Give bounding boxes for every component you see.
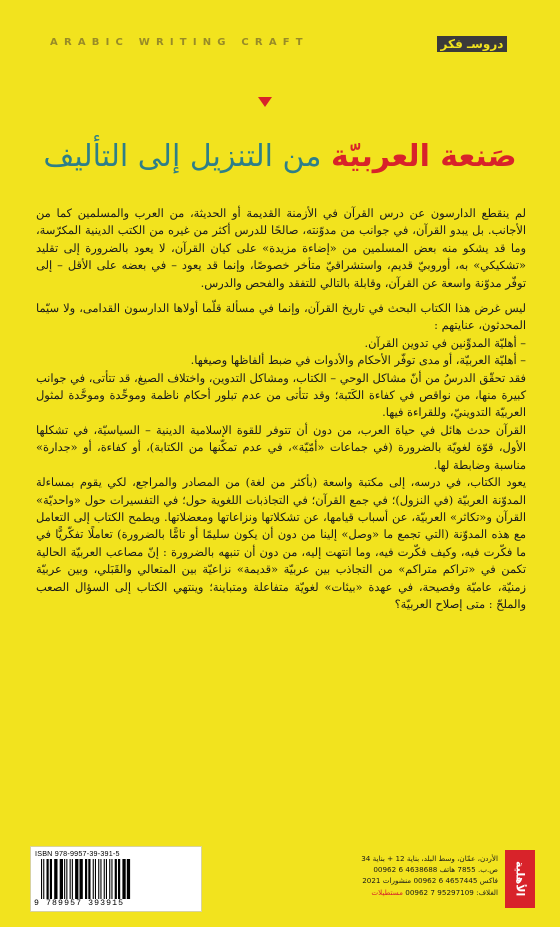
book-title-sub: من التنزيل إلى التأليف xyxy=(43,139,331,174)
publisher-logo-text: الأهلية xyxy=(513,861,527,897)
barcode-bar xyxy=(122,859,125,899)
barcode-bar xyxy=(98,859,99,899)
barcode-bar xyxy=(104,859,105,899)
blurb-paragraph: لم ينقطع الدارسون عن درس القرآن في الأزمنة القديمة أو الحديثة، من العرب والمسلمين كما من الأجانب. بل يبدو القرآن، في جوانب من مدوّنته، صالحًا للدرس أكثر من غيره من الكتب الدينية المكرّسة، وما قد يشكو منه بعض المسلمين من «إضاءة مزيدة» على كيان القرآن، لا يعود بالضرورة إلى تقليد «تشكيكي» به، أوروبيّ قديم، واستشراقيّ متأخر خصوصًا، وإنما قد يعود – في بعضه على الأقل – إلى توفّر مدوّنة واسعة عن القرآن، وقابلة بالتالي للتفقد والفحص والدرس. xyxy=(36,206,526,290)
book-title xyxy=(40,137,520,177)
barcode-bar xyxy=(60,859,63,899)
blurb-paragraph: القرآن حدث هائل في حياة العرب، من دون أن تتوفر للقوة الإسلامية الدينية – السياسيّة، في تشكلها الأول، قوّة لغويّة بالضرورة (في جماعات «أمّيّة»، في عدم تمكّنها من الكتابة)، أو كفاءة، أو «جدارة» مناسبة وضابطة لها. xyxy=(36,422,526,472)
barcode-bar xyxy=(75,859,78,899)
barcode-bar xyxy=(111,859,112,899)
blurb-paragraph: – أهليّة العربيّة، أو مدى توفّر الأحكام والأدوات في ضبط ألفاظها وصيغها. xyxy=(190,353,526,368)
publisher-address xyxy=(268,853,498,898)
barcode-bar xyxy=(47,859,49,899)
blurb-paragraph: فقد تحقّق الدرسُ من أنّ مشاكل الوحي – الكتاب، ومشاكل التدوين، واختلاف الصيغ، قد تتأتى، في جوانب كبيرة منها، من نواقص في كفاءة الكَتَبة؛ وقد تتأتى من عدم تبلور أحكام ناظمة وموحِّدة وموحَّدة لمثول العربيّة التدوينيّ، وللقراءة فيها. xyxy=(36,370,526,420)
back-cover-blurb xyxy=(36,205,526,613)
barcode-bar xyxy=(100,859,101,899)
address-line: فاكس 4657445 6 00962 منشورات 2021 xyxy=(362,876,498,886)
barcode-bar xyxy=(70,859,71,899)
barcode-bar xyxy=(43,859,44,899)
barcode-bar xyxy=(50,859,52,899)
barcode-bar xyxy=(41,859,42,899)
barcode-bar xyxy=(95,859,96,899)
barcode-bar xyxy=(72,859,73,899)
publisher-series-logo-text: دروسـ فكر xyxy=(437,36,508,52)
address-line: ص.ب. 7855 هاتف 4638688 6 00962 xyxy=(373,865,498,875)
barcode-bar xyxy=(80,859,83,899)
barcode-bar xyxy=(115,859,117,899)
barcode-bars xyxy=(39,859,193,899)
barcode-bar xyxy=(64,859,65,899)
series-label: ARABIC WRITING CRAFT xyxy=(50,37,309,48)
isbn-label: ISBN 978-9957-39-391-5 xyxy=(35,849,120,858)
barcode-bar xyxy=(109,859,110,899)
cover-credit: مستطيلات xyxy=(371,887,403,897)
barcode-bar xyxy=(88,859,90,899)
barcode-bar xyxy=(66,859,67,899)
address-line: الغلاف: 95297109 7 00962 مستطيلات xyxy=(371,887,498,897)
barcode-bar xyxy=(85,859,87,899)
blurb-paragraph: – أهليّة المدوِّنين في تدوين القرآن. xyxy=(364,335,526,350)
barcode-bar xyxy=(106,859,107,899)
red-down-triangle-icon xyxy=(258,97,272,107)
barcode-bar xyxy=(54,859,57,899)
barcode-bar xyxy=(93,859,94,899)
book-title-main: صَنعة العربيّة xyxy=(331,139,517,174)
barcode-bar xyxy=(127,859,130,899)
isbn-barcode xyxy=(30,846,202,912)
barcode-bar xyxy=(118,859,120,899)
blurb-paragraph: ليس غرض هذا الكتاب البحث في تاريخ القرآن، وإنما في مسألة قلّما أولاها الدارسون القدامى، ولا سيّما المحدثون، عنايتهم : xyxy=(36,301,526,333)
publisher-series-logo xyxy=(433,35,511,53)
blurb-paragraph: يعود الكتاب، في درسه، إلى مكتبة واسعة (بأكثر من لغة) من المصادر والمراجع، لكي يقوم بمساءلة المدوّنة العربيّة (في النزول)؛ في جمع القرآن؛ في التجاذبات اللغوية حول؛ في التفسيرات حول «واحديّة» القرآن و«تكاثر» العربيّة، عن أسباب قيامها، عن تشكلاتها ونزاعاتها ومعضلاتها. ويطمح الكتاب إلى التعامل مع هذه المدوّنة (التي تجمع ما «وصل» إلينا من دون أن يكون سليمًا أو تامًّا بالضرورة) تعاملًا تفكّريًّا في ما فكّرت فيه، وكيف فكّرت فيه، وما انتهت إليه، من دون أن تنبهه بالضرورة : إنّ مصاعب العربيّة الحالية تكمن في «تراكم متراكم» من التجاذب بين عربيّة «قديمة» نزاعيّة بين المتعالي والقَبَلي، وبين عربيّة زمنيّة، عاميّة وفصيحة، في عهدة «بيئات» لغويّة متفاعلة ومتباينة؛ وينتهي الكتاب إلى السؤال الصعب والملحّ : متى إصلاح العربيّة؟ xyxy=(36,475,526,611)
address-line: الأردن، عمّان، وسط البلد، بناية 12 + بناية 34 xyxy=(361,854,498,863)
publisher-logo xyxy=(505,850,535,908)
ean-digits: 9 789957 393915 xyxy=(34,899,125,908)
